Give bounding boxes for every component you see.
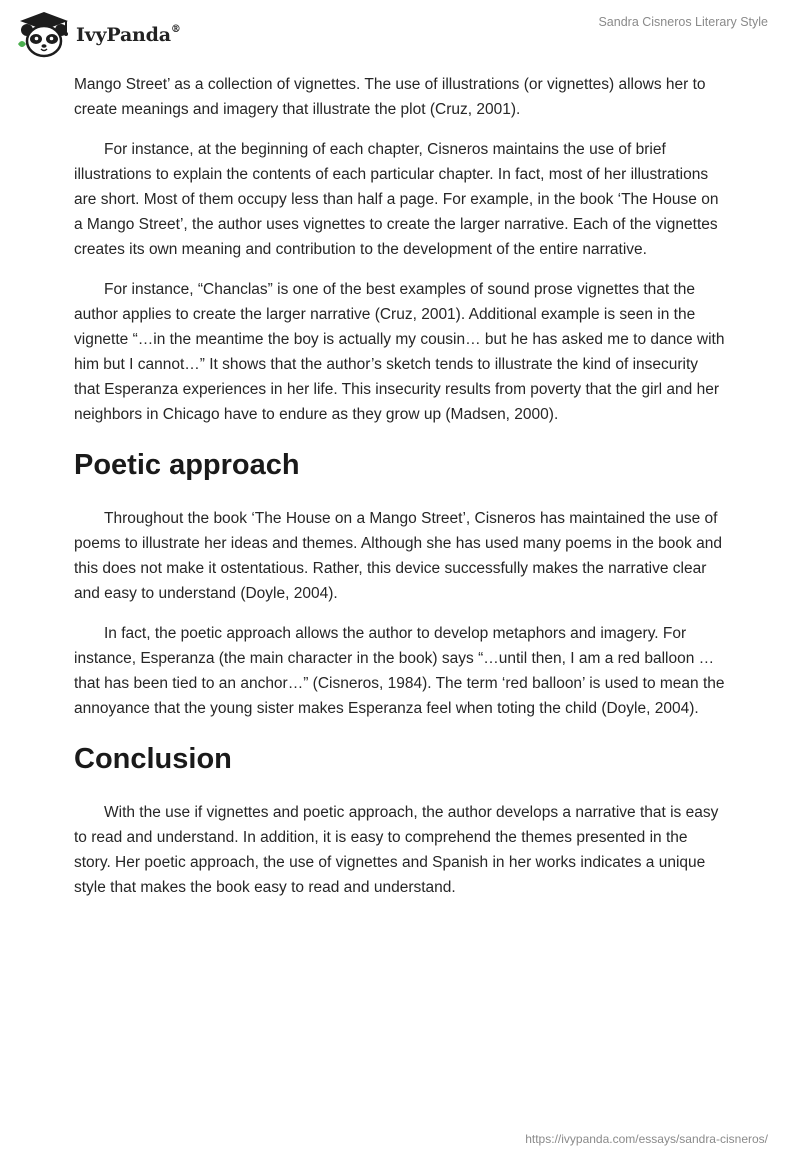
brand-name: IvyPanda [76, 24, 171, 46]
source-url-link[interactable]: https://ivypanda.com/essays/sandra-cisneros/ [525, 1132, 768, 1146]
logo[interactable] [14, 8, 181, 60]
document-title: Sandra Cisneros Literary Style [598, 15, 768, 29]
paragraph: With the use if vignettes and poetic approach, the author develops a narrative that is easy to read and understand. In addition, it is easy to comprehend the themes presented in the story. Her poetic approach, the use of vignettes and Spanish in her works indicates a unique style that makes the book easy to read and understand. [74, 804, 719, 896]
paragraph: Throughout the book ‘The House on a Mango Street’, Cisneros has maintained the use of poems to illustrate her ideas and themes. Although she has used many poems in the book and this does not make it ostentatious. Rather, this device successfully makes the narrative clear and easy to understand (Doyle, 2004). [74, 510, 722, 602]
section-heading-poetic-approach: Poetic approach [74, 449, 300, 481]
registered-mark: ® [170, 23, 181, 35]
paragraph: In fact, the poetic approach allows the author to develop metaphors and imagery. For instance, Esperanza (the main character in the book) says “…until then, I am a red balloon …that has been tied to an anchor…” (Cisneros, 1984). The term ‘red balloon’ is used to mean the annoyance that the young sister makes Esperanza feel when toting the child (Doyle, 2004). [74, 625, 725, 717]
section-heading-conclusion: Conclusion [74, 743, 232, 775]
essay-body [74, 72, 726, 915]
paragraph: For instance, at the beginning of each chapter, Cisneros maintains the use of brief illustrations to explain the contents of each particular chapter. In fact, most of her illustrations are short. Most of them occupy less than half a page. For example, in the book ‘The House on a Mango Street’, the author uses vignettes to create the larger narrative. Each of the vignettes creates its own meaning and contribution to the development of the entire narrative. [74, 141, 719, 258]
paragraph: Mango Street’ as a collection of vignettes. The use of illustrations (or vignettes) allows her to create meanings and imagery that illustrate the plot (Cruz, 2001). [74, 76, 706, 118]
panda-graduate-icon [14, 8, 74, 60]
paragraph: For instance, “Chanclas” is one of the best examples of sound prose vignettes that the author applies to create the larger narrative (Cruz, 2001). Additional example is seen in the vignette “…in the meantime the boy is actually my cousin… but he has asked me to dance with him but I cannot…” It shows that the author’s sketch tends to illustrate the kind of insecurity that Esperanza experiences in her life. This insecurity results from poverty that the girl and her neighbors in Chicago have to endure as they grow up (Madsen, 2000). [74, 281, 725, 423]
page-header [0, 0, 800, 70]
